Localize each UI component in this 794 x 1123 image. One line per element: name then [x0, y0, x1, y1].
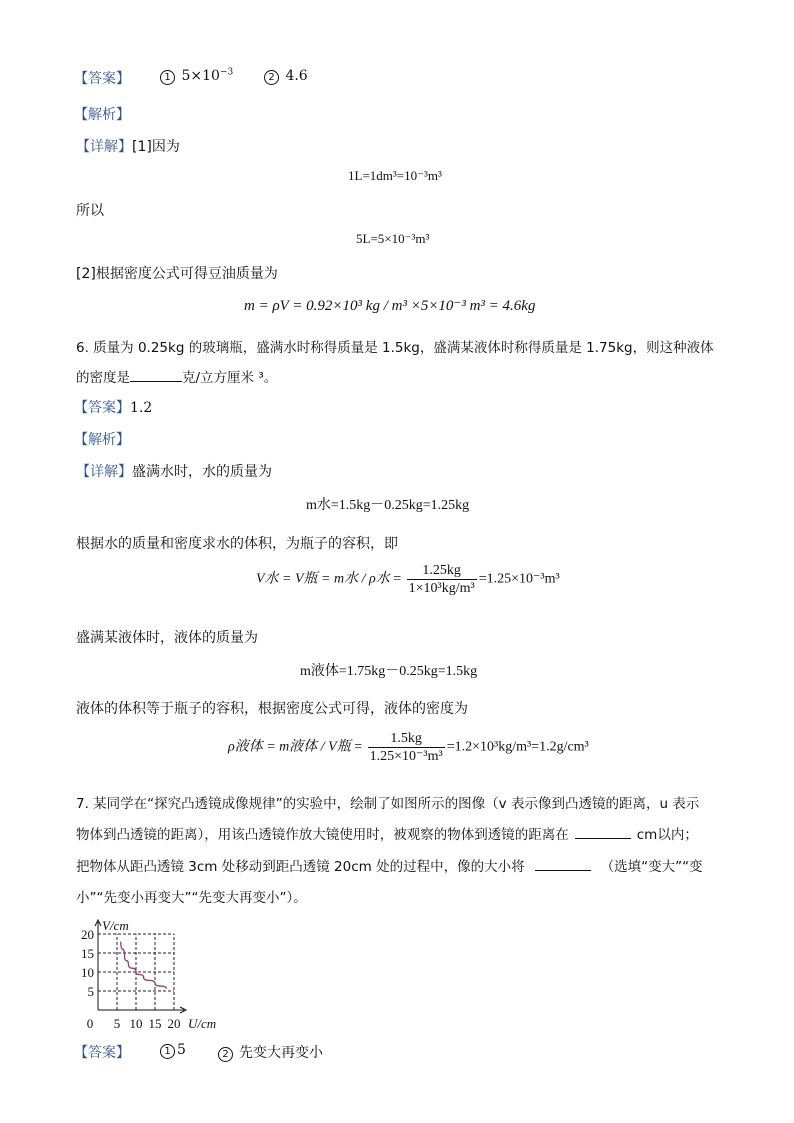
- x-tick-label: 10: [129, 1016, 143, 1031]
- y-tick-label: 5: [87, 984, 94, 999]
- q7-question-line1: 7. 某同学在“探究凸透镜成像规律”的实验中，绘制了如图所示的图像（v 表示像到凸透镜的距离，u 表示: [76, 796, 700, 812]
- q5-answer-1-value: $5\times 10^{-3}$: [181, 67, 234, 84]
- q6-question-line2: 的密度是 克/立方厘米 ³。: [76, 370, 278, 386]
- circled-number: 1: [160, 70, 175, 85]
- answer-blank: [535, 870, 591, 871]
- q7-answer-2: [218, 1042, 323, 1062]
- q5-analysis-tag: 【解析】: [74, 107, 130, 123]
- q7-question-line2: 物体到凸透镜的距离），用该凸透镜作放大镜使用时，被观察的物体到透镜的距离在 cm以内；: [76, 827, 698, 843]
- q6-text4: 液体的体积等于瓶子的容积，根据密度公式可得，液体的密度为: [76, 701, 468, 717]
- q6-analysis-tag: 【解析】: [74, 432, 130, 448]
- q6-eq4-lhs: ρ液体 = m液体 / V瓶: [228, 739, 351, 755]
- circled-number: 1: [160, 1044, 175, 1059]
- q6-text2: 根据水的质量和密度求水的体积，为瓶子的容积，即: [76, 536, 398, 552]
- q6-eq3: m液体=1.75kg－0.25kg=1.5kg: [300, 664, 478, 679]
- q7-answer: [74, 1042, 130, 1062]
- q5-answer-2: [264, 68, 308, 85]
- q5-eq3: m = ρV = 0.92×10³ kg / m³ ×5×10⁻³ m³ = 4.6kg: [244, 298, 536, 314]
- q6-eq4-fraction: $\frac{1.5kg}{\text{1.25×10⁻³m³}}$: [369, 731, 443, 764]
- q6-answer-tag: 【答案】: [74, 400, 130, 416]
- q5-eq2: 5L=5×10⁻³m³: [356, 231, 430, 246]
- x-tick-label: 15: [148, 1016, 162, 1031]
- q7-answer-1-value: 5: [177, 1042, 186, 1058]
- q7-question-line3: 把物体从距凸透镜 3cm 处移动到距凸透镜 20cm 处的过程中，像的大小将 （选填“变大”“变: [76, 859, 703, 875]
- q6-detail-text: 盛满水时，水的质量为: [132, 464, 272, 480]
- q5-detail: [76, 136, 180, 156]
- q5-eq1: 1L=1dm³=10⁻³m³: [348, 168, 442, 183]
- q7-answer-tag: 【答案】: [74, 1045, 130, 1061]
- q5-detail-tag: 【详解】: [76, 139, 132, 155]
- answer-blank: [575, 838, 631, 839]
- q7-answer-1: [160, 1042, 186, 1059]
- q6-detail: [76, 461, 272, 481]
- data-curve: [121, 942, 167, 989]
- q6-text3: 盛满某液体时，液体的质量为: [76, 630, 258, 646]
- q6-eq1: m水=1.5kg－0.25kg=1.25kg: [306, 498, 470, 513]
- q6-answer: [74, 397, 152, 417]
- x-tick-label: 20: [167, 1016, 181, 1031]
- q6-eq2-fraction: $\frac{1.25kg}{\text{1×10³kg/m³}}$: [408, 563, 475, 596]
- x-tick-label: 5: [113, 1016, 121, 1031]
- q6-eq2: V水 = V瓶 = m水 / ρ水 = $\frac{1.25kg}{\text{1×10³kg/m³}}$ =1.25×10⁻³m³: [256, 563, 560, 596]
- q6-eq4-result: =1.2×10³kg/m³=1.2g/cm³: [446, 739, 589, 755]
- q5-line2: [2]根据密度公式可得豆油质量为: [76, 266, 278, 282]
- q6-eq2-lhs: V水 = V瓶 = m水 / ρ水: [256, 571, 390, 587]
- q6-answer-value: 1.2: [130, 400, 153, 416]
- q5-answer-tag: 【答案】: [74, 71, 130, 87]
- y-tick-label: 15: [81, 946, 94, 961]
- x-tick-label: 0: [86, 1016, 94, 1031]
- circled-number: 2: [218, 1047, 233, 1062]
- q5-answer-2-value: 4.6: [285, 68, 308, 84]
- q5-detail-text: [1]因为: [132, 139, 180, 155]
- q6-detail-tag: 【详解】: [76, 464, 132, 480]
- answer-blank: [130, 381, 182, 382]
- y-axis-label: V/cm: [102, 918, 129, 933]
- circled-number: 2: [264, 70, 279, 85]
- q7-answer-2-value: 先变大再变小: [239, 1045, 323, 1061]
- q5-answer-1: [160, 68, 233, 85]
- q7-question-line4: 小”“先变小再变大”“先变大再变小”）。: [76, 890, 307, 906]
- q6-eq4: ρ液体 = m液体 / V瓶 = $\frac{1.5kg}{\text{1.25×10⁻³m³}}$ =1.2×10³kg/m³=1.2g/cm³: [228, 731, 589, 764]
- q6-eq2-result: =1.25×10⁻³m³: [478, 571, 560, 587]
- y-tick-label: 20: [81, 927, 94, 942]
- q5-so-text: 所以: [76, 203, 104, 219]
- y-tick-label: 10: [81, 965, 94, 980]
- q6-question-line1: 6. 质量为 0.25kg 的玻璃瓶，盛满水时称得质量是 1.5kg，盛满某液体时称得质量是 1.75kg，则这种液体: [76, 340, 714, 356]
- q7-graph: [72, 910, 232, 1034]
- x-axis-label: U/cm: [188, 1016, 217, 1031]
